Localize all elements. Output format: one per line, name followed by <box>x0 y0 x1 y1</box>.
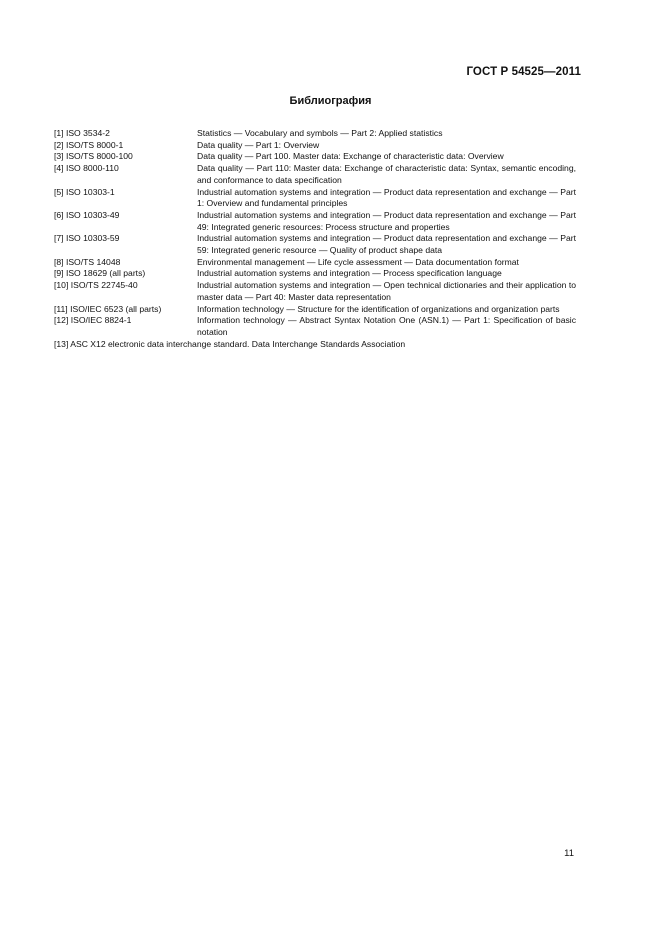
bibliography-entry <box>54 280 576 303</box>
bibliography-entry-description: Information technology — Abstract Syntax Notation One (ASN.1) — Part 1: Specification of basic notation <box>197 315 576 337</box>
section-title: Библиография <box>289 95 372 107</box>
bibliography-entry-id: [11] ISO/IEC 6523 (all parts) <box>54 303 162 314</box>
bibliography-entry-id: [3] ISO/TS 8000-100 <box>54 151 133 162</box>
bibliography-entry <box>54 233 576 256</box>
bibliography-entry-description: Industrial automation systems and integration — Product data representation and exchange — Part 49: Integrated generic resources: Process structure and properties <box>197 209 576 232</box>
bibliography-entry-description: Industrial automation systems and integration — Product data representation and exchange — Part 59: Integrated generic resource — Quality of product shape data <box>197 233 576 256</box>
bibliography-entry <box>54 210 576 233</box>
bibliography-entry-id: [5] ISO 10303-1 <box>54 186 115 197</box>
bibliography-entry-id: [6] ISO 10303-49 <box>54 209 120 220</box>
bibliography-entry <box>54 187 576 210</box>
bibliography-entry <box>54 151 576 163</box>
bibliography-entry-id: [4] ISO 8000-110 <box>54 163 119 174</box>
bibliography-entry <box>54 128 576 140</box>
bibliography-entry-id: [12] ISO/IEC 8824-1 <box>54 315 132 326</box>
bibliography-entry-full-text: [13] ASC X12 electronic data interchange standard. Data Interchange Standards Association <box>54 338 406 349</box>
bibliography-entry <box>54 268 576 280</box>
bibliography-entry-id: [8] ISO/TS 14048 <box>54 256 121 267</box>
bibliography-entry-description: Data quality — Part 110: Master data: Exchange of characteristic data: Syntax, semantic encoding, and conformance to data specification <box>197 163 576 185</box>
bibliography-entry-description: Industrial automation systems and integration — Open technical dictionaries and their application to master data — Part 40: Master data representation <box>197 280 576 302</box>
bibliography-entry <box>54 257 576 269</box>
bibliography-entry-description: Industrial automation systems and integration — Product data representation and exchange — Part 1: Overview and fundamental principles <box>197 186 576 209</box>
bibliography-entry <box>54 163 576 186</box>
bibliography-entry-description: Data quality — Part 100. Master data: Exchange of characteristic data: Overview <box>197 151 504 162</box>
bibliography-entry-id: [1] ISO 3534-2 <box>54 128 110 138</box>
bibliography-entry <box>54 140 576 152</box>
bibliography-entry-description: Data quality — Part 1: Overview <box>197 139 320 150</box>
page-number: 11 <box>564 848 574 859</box>
bibliography-entry-description: Industrial automation systems and integration — Process specification language <box>197 268 502 279</box>
bibliography-entry-id: [2] ISO/TS 8000-1 <box>54 139 124 150</box>
bibliography-entry <box>54 315 576 338</box>
bibliography-list <box>54 128 576 350</box>
bibliography-entry-id: [7] ISO 10303-59 <box>54 233 120 244</box>
bibliography-entry <box>54 339 576 351</box>
bibliography-entry <box>54 304 576 316</box>
bibliography-entry-id: [9] ISO 18629 (all parts) <box>54 268 146 279</box>
bibliography-entry-id: [10] ISO/TS 22745-40 <box>54 280 138 291</box>
document-code: ГОСТ Р 54525—2011 <box>466 66 581 78</box>
bibliography-entry-description: Environmental management — Life cycle assessment — Data documentation format <box>197 256 519 267</box>
bibliography-entry-description: Information technology — Structure for the identification of organizations and organization parts <box>197 303 560 314</box>
bibliography-entry-description: Statistics — Vocabulary and symbols — Part 2: Applied statistics <box>197 128 443 138</box>
